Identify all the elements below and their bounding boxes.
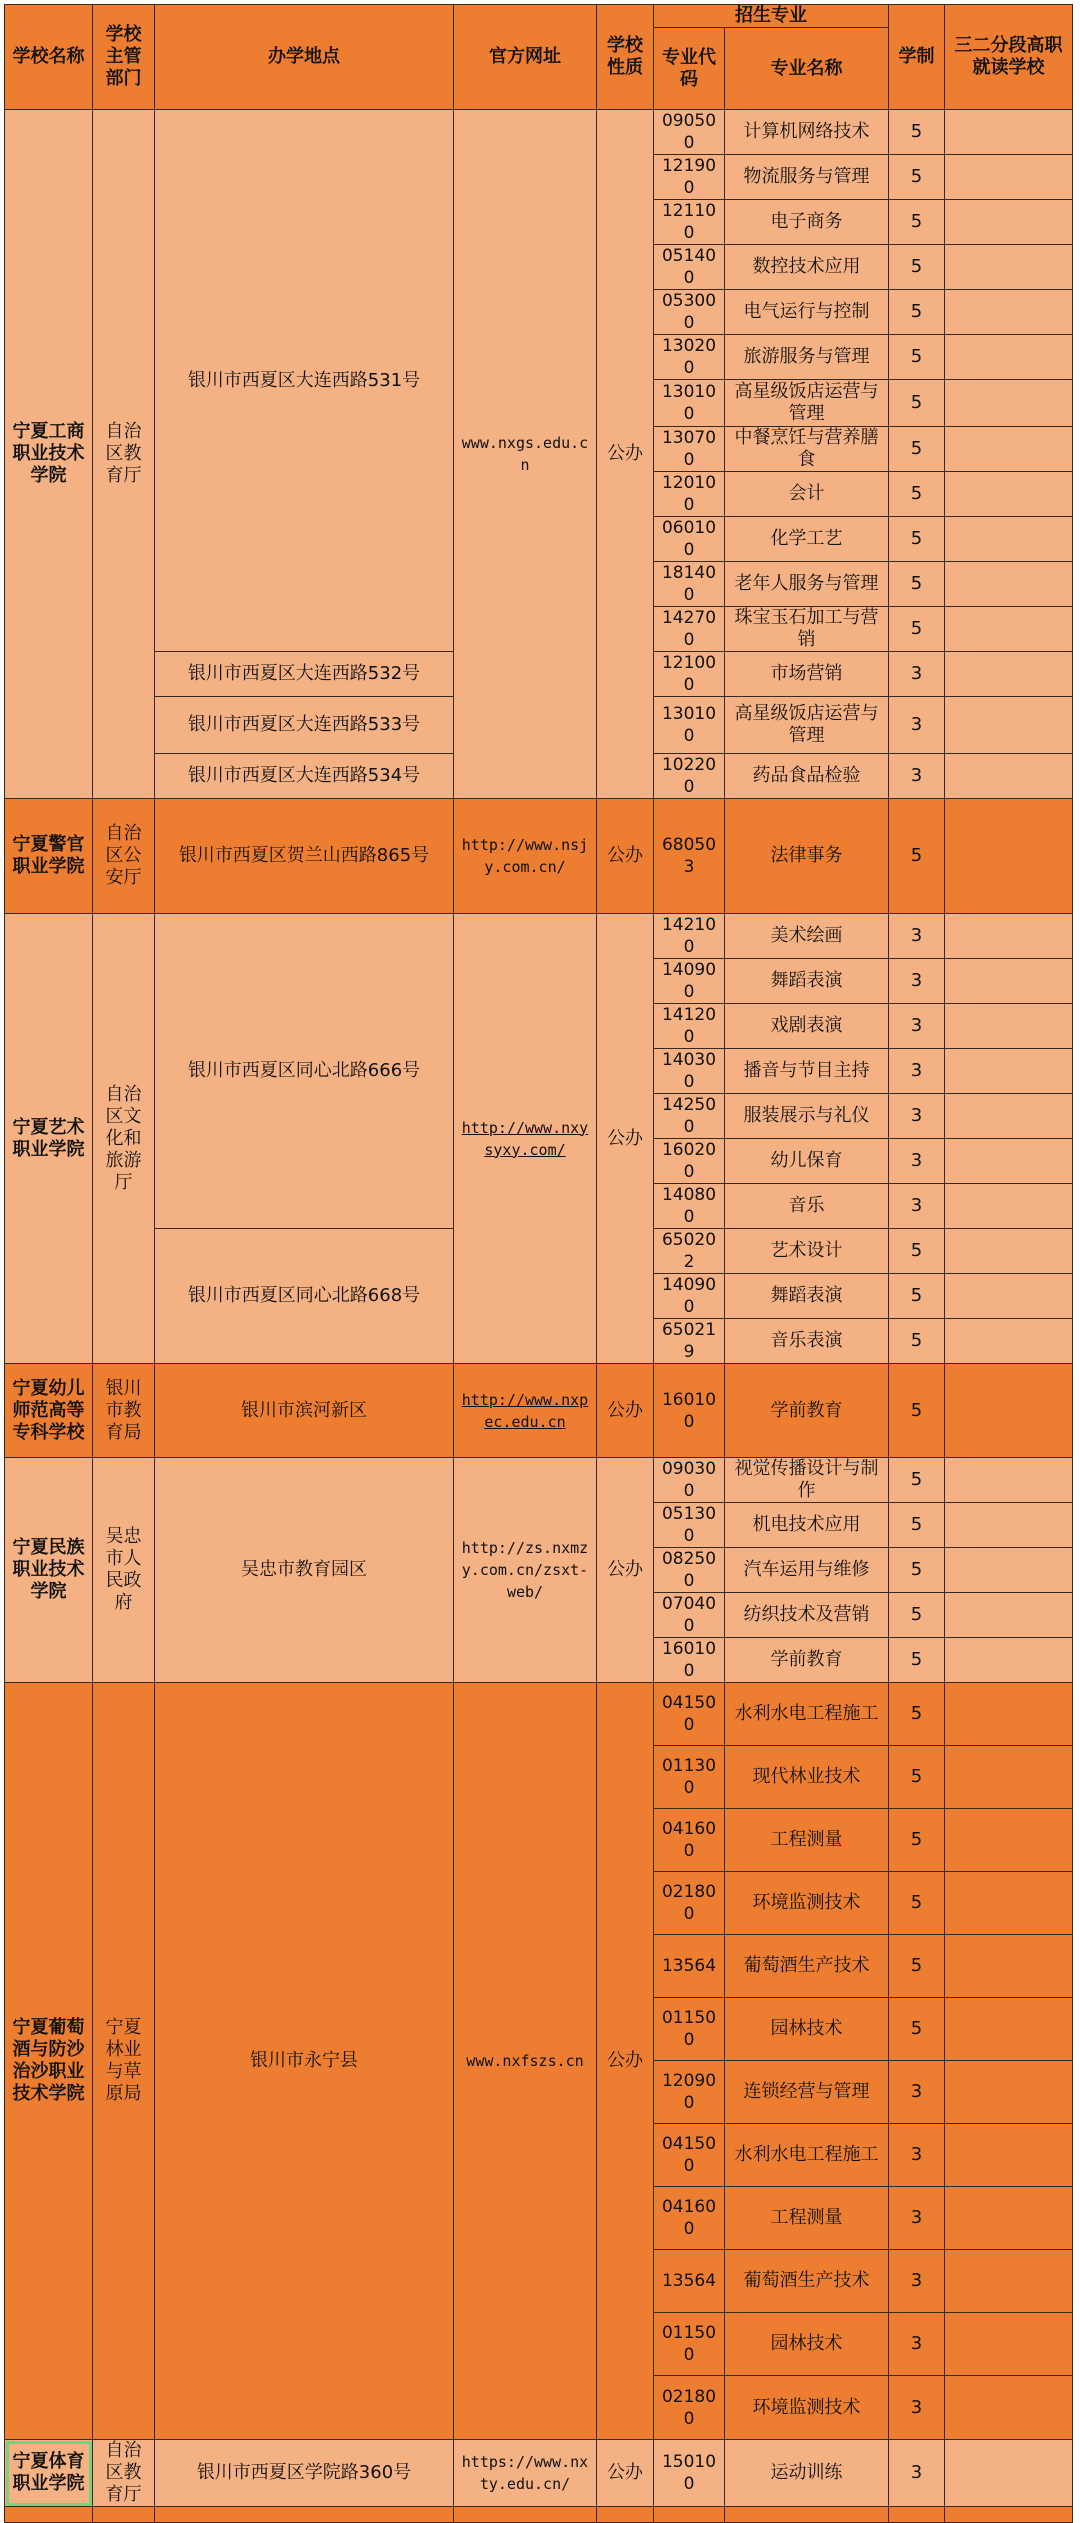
major-name-cell[interactable]: 戏剧表演 [725, 1004, 889, 1049]
vocational-cell[interactable] [945, 2124, 1073, 2187]
major-code-cell[interactable]: 140800 [654, 1184, 725, 1229]
major-code-cell[interactable]: 082500 [654, 1548, 725, 1593]
cell[interactable] [155, 2507, 454, 2523]
major-code-cell[interactable]: 011500 [654, 1998, 725, 2061]
vocational-cell[interactable] [945, 1049, 1073, 1094]
major-code-cell[interactable]: 130700 [654, 427, 725, 472]
major-code-cell[interactable]: 053000 [654, 290, 725, 335]
duration-cell[interactable]: 5 [889, 335, 945, 380]
major-code-cell[interactable]: 140300 [654, 1049, 725, 1094]
major-name-cell[interactable]: 高星级饭店运营与管理 [725, 380, 889, 427]
school-name-cell[interactable]: 宁夏工商职业技术学院 [5, 110, 93, 799]
vocational-cell[interactable] [945, 1638, 1073, 1683]
major-code-cell[interactable]: 680503 [654, 799, 725, 914]
vocational-cell[interactable] [945, 245, 1073, 290]
header-vocational[interactable]: 三二分段高职就读学校 [945, 5, 1073, 110]
vocational-cell[interactable] [945, 1593, 1073, 1638]
duration-cell[interactable]: 3 [889, 1184, 945, 1229]
header-nature[interactable]: 学校性质 [597, 5, 654, 110]
cell[interactable] [5, 2507, 93, 2523]
major-name-cell[interactable]: 工程测量 [725, 2187, 889, 2250]
major-code-cell[interactable]: 140900 [654, 959, 725, 1004]
duration-cell[interactable]: 3 [889, 2124, 945, 2187]
website-cell[interactable]: www.nxgs.edu.cn [454, 110, 597, 799]
duration-cell[interactable]: 5 [889, 1593, 945, 1638]
duration-cell[interactable]: 5 [889, 1229, 945, 1274]
major-name-cell[interactable]: 物流服务与管理 [725, 155, 889, 200]
duration-cell[interactable]: 3 [889, 697, 945, 754]
major-name-cell[interactable]: 环境监测技术 [725, 2376, 889, 2440]
vocational-cell[interactable] [945, 1746, 1073, 1809]
major-name-cell[interactable]: 电子商务 [725, 200, 889, 245]
duration-cell[interactable]: 5 [889, 155, 945, 200]
major-name-cell[interactable]: 数控技术应用 [725, 245, 889, 290]
school-name-cell[interactable]: 宁夏艺术职业学院 [5, 914, 93, 1364]
major-name-cell[interactable]: 幼儿保育 [725, 1139, 889, 1184]
major-name-cell[interactable]: 园林技术 [725, 2313, 889, 2376]
department-cell[interactable]: 自治区文化和旅游厅 [93, 914, 155, 1364]
cell[interactable] [889, 2507, 945, 2523]
duration-cell[interactable]: 5 [889, 799, 945, 914]
major-name-cell[interactable]: 舞蹈表演 [725, 1274, 889, 1319]
major-code-cell[interactable]: 120900 [654, 2061, 725, 2124]
major-name-cell[interactable]: 水利水电工程施工 [725, 1683, 889, 1746]
department-cell[interactable]: 银川市教育局 [93, 1364, 155, 1458]
major-name-cell[interactable]: 运动训练 [725, 2440, 889, 2507]
major-code-cell[interactable]: 130200 [654, 335, 725, 380]
cell[interactable] [725, 2507, 889, 2523]
duration-cell[interactable]: 5 [889, 1935, 945, 1998]
major-code-cell[interactable]: 090500 [654, 110, 725, 155]
major-code-cell[interactable]: 141200 [654, 1004, 725, 1049]
nature-cell[interactable]: 公办 [597, 1458, 654, 1683]
major-name-cell[interactable]: 美术绘画 [725, 914, 889, 959]
duration-cell[interactable]: 5 [889, 562, 945, 607]
vocational-cell[interactable] [945, 607, 1073, 652]
duration-cell[interactable]: 5 [889, 290, 945, 335]
major-code-cell[interactable]: 160100 [654, 1638, 725, 1683]
header-enroll[interactable]: 招生专业 [654, 5, 889, 28]
major-name-cell[interactable]: 学前教育 [725, 1638, 889, 1683]
duration-cell[interactable]: 3 [889, 2313, 945, 2376]
major-code-cell[interactable]: 142700 [654, 607, 725, 652]
major-name-cell[interactable]: 工程测量 [725, 1809, 889, 1872]
major-name-cell[interactable]: 连锁经营与管理 [725, 2061, 889, 2124]
duration-cell[interactable]: 5 [889, 1638, 945, 1683]
major-name-cell[interactable]: 园林技术 [725, 1998, 889, 2061]
major-code-cell[interactable]: 130100 [654, 697, 725, 754]
major-name-cell[interactable]: 机电技术应用 [725, 1503, 889, 1548]
duration-cell[interactable]: 5 [889, 517, 945, 562]
duration-cell[interactable]: 5 [889, 472, 945, 517]
major-name-cell[interactable]: 旅游服务与管理 [725, 335, 889, 380]
major-code-cell[interactable]: 051400 [654, 245, 725, 290]
vocational-cell[interactable] [945, 1503, 1073, 1548]
vocational-cell[interactable] [945, 517, 1073, 562]
major-code-cell[interactable]: 181400 [654, 562, 725, 607]
duration-cell[interactable]: 5 [889, 1364, 945, 1458]
vocational-cell[interactable] [945, 697, 1073, 754]
major-code-cell[interactable]: 130100 [654, 380, 725, 427]
location-cell[interactable]: 银川市西夏区大连西路533号 [155, 697, 454, 754]
duration-cell[interactable]: 5 [889, 1274, 945, 1319]
vocational-cell[interactable] [945, 1139, 1073, 1184]
website-cell[interactable]: https://www.nxty.edu.cn/ [454, 2440, 597, 2507]
major-name-cell[interactable]: 会计 [725, 472, 889, 517]
major-code-cell[interactable]: 650219 [654, 1319, 725, 1364]
location-cell[interactable]: 银川市西夏区同心北路668号 [155, 1229, 454, 1364]
vocational-cell[interactable] [945, 200, 1073, 245]
duration-cell[interactable]: 3 [889, 1004, 945, 1049]
vocational-cell[interactable] [945, 1458, 1073, 1503]
vocational-cell[interactable] [945, 652, 1073, 697]
vocational-cell[interactable] [945, 335, 1073, 380]
major-code-cell[interactable]: 121100 [654, 200, 725, 245]
vocational-cell[interactable] [945, 1094, 1073, 1139]
header-school-name[interactable]: 学校名称 [5, 5, 93, 110]
website-link[interactable]: http://www.nxpec.edu.cn [454, 1364, 597, 1458]
location-cell[interactable]: 银川市永宁县 [155, 1683, 454, 2440]
major-code-cell[interactable]: 011300 [654, 1746, 725, 1809]
major-name-cell[interactable]: 学前教育 [725, 1364, 889, 1458]
vocational-cell[interactable] [945, 2061, 1073, 2124]
location-cell[interactable]: 银川市滨河新区 [155, 1364, 454, 1458]
vocational-cell[interactable] [945, 1935, 1073, 1998]
duration-cell[interactable]: 3 [889, 959, 945, 1004]
duration-cell[interactable]: 5 [889, 1503, 945, 1548]
duration-cell[interactable]: 3 [889, 1139, 945, 1184]
vocational-cell[interactable] [945, 110, 1073, 155]
major-name-cell[interactable]: 水利水电工程施工 [725, 2124, 889, 2187]
duration-cell[interactable]: 3 [889, 2187, 945, 2250]
nature-cell[interactable]: 公办 [597, 1683, 654, 2440]
major-code-cell[interactable]: 121000 [654, 652, 725, 697]
nature-cell[interactable]: 公办 [597, 914, 654, 1364]
location-cell[interactable]: 银川市西夏区大连西路531号 [155, 110, 454, 652]
major-name-cell[interactable]: 药品食品检验 [725, 754, 889, 799]
department-cell[interactable]: 自治区教育厅 [93, 2440, 155, 2507]
major-name-cell[interactable]: 纺织技术及营销 [725, 1593, 889, 1638]
duration-cell[interactable]: 3 [889, 2250, 945, 2313]
duration-cell[interactable]: 5 [889, 1683, 945, 1746]
major-name-cell[interactable]: 播音与节目主持 [725, 1049, 889, 1094]
cell[interactable] [654, 2507, 725, 2523]
vocational-cell[interactable] [945, 1229, 1073, 1274]
department-cell[interactable]: 自治区教育厅 [93, 110, 155, 799]
major-name-cell[interactable]: 老年人服务与管理 [725, 562, 889, 607]
cell[interactable] [945, 2507, 1073, 2523]
enrollment-table [4, 4, 1073, 2523]
duration-cell[interactable]: 5 [889, 380, 945, 427]
major-name-cell[interactable]: 高星级饭店运营与管理 [725, 697, 889, 754]
duration-cell[interactable]: 3 [889, 754, 945, 799]
major-code-cell[interactable]: 041600 [654, 1809, 725, 1872]
location-cell[interactable]: 银川市西夏区同心北路666号 [155, 914, 454, 1229]
vocational-cell[interactable] [945, 914, 1073, 959]
major-name-cell[interactable]: 葡萄酒生产技术 [725, 1935, 889, 1998]
major-code-cell[interactable]: 150100 [654, 2440, 725, 2507]
major-code-cell[interactable]: 051300 [654, 1503, 725, 1548]
department-cell[interactable]: 吴忠市人民政府 [93, 1458, 155, 1683]
vocational-cell[interactable] [945, 562, 1073, 607]
nature-cell[interactable]: 公办 [597, 1364, 654, 1458]
vocational-cell[interactable] [945, 427, 1073, 472]
header-department[interactable]: 学校主管部门 [93, 5, 155, 110]
cell[interactable] [597, 2507, 654, 2523]
major-name-cell[interactable]: 珠宝玉石加工与营销 [725, 607, 889, 652]
cell[interactable] [454, 2507, 597, 2523]
vocational-cell[interactable] [945, 290, 1073, 335]
website-cell[interactable]: www.nxfszs.cn [454, 1683, 597, 2440]
vocational-cell[interactable] [945, 1274, 1073, 1319]
major-name-cell[interactable]: 葡萄酒生产技术 [725, 2250, 889, 2313]
major-name-cell[interactable]: 法律事务 [725, 799, 889, 914]
duration-cell[interactable]: 5 [889, 1548, 945, 1593]
header-location[interactable]: 办学地点 [155, 5, 454, 110]
location-cell[interactable]: 吴忠市教育园区 [155, 1458, 454, 1683]
school-name-cell[interactable]: 宁夏葡萄酒与防沙治沙职业技术学院 [5, 1683, 93, 2440]
vocational-cell[interactable] [945, 1319, 1073, 1364]
header-major-name[interactable]: 专业名称 [725, 28, 889, 110]
school-name-cell[interactable]: 宁夏体育职业学院 [5, 2440, 93, 2507]
duration-cell[interactable]: 5 [889, 1746, 945, 1809]
vocational-cell[interactable] [945, 1004, 1073, 1049]
location-cell[interactable]: 银川市西夏区大连西路534号 [155, 754, 454, 799]
duration-cell[interactable]: 5 [889, 110, 945, 155]
duration-cell[interactable]: 3 [889, 2061, 945, 2124]
major-name-cell[interactable]: 中餐烹饪与营养膳食 [725, 427, 889, 472]
vocational-cell[interactable] [945, 1364, 1073, 1458]
school-name-cell[interactable]: 宁夏民族职业技术学院 [5, 1458, 93, 1683]
major-code-cell[interactable]: 160200 [654, 1139, 725, 1184]
department-cell[interactable]: 宁夏林业与草原局 [93, 1683, 155, 2440]
header-website[interactable]: 官方网址 [454, 5, 597, 110]
vocational-cell[interactable] [945, 380, 1073, 427]
major-name-cell[interactable]: 音乐 [725, 1184, 889, 1229]
major-name-cell[interactable]: 舞蹈表演 [725, 959, 889, 1004]
duration-cell[interactable]: 5 [889, 245, 945, 290]
duration-cell[interactable]: 3 [889, 1094, 945, 1139]
duration-cell[interactable]: 3 [889, 2440, 945, 2507]
vocational-cell[interactable] [945, 2187, 1073, 2250]
major-code-cell[interactable]: 021800 [654, 2376, 725, 2440]
duration-cell[interactable]: 3 [889, 1049, 945, 1094]
vocational-cell[interactable] [945, 2376, 1073, 2440]
vocational-cell[interactable] [945, 799, 1073, 914]
major-name-cell[interactable]: 视觉传播设计与制作 [725, 1458, 889, 1503]
vocational-cell[interactable] [945, 1998, 1073, 2061]
location-cell[interactable]: 银川市西夏区学院路360号 [155, 2440, 454, 2507]
major-name-cell[interactable]: 环境监测技术 [725, 1872, 889, 1935]
duration-cell[interactable]: 5 [889, 200, 945, 245]
website-cell[interactable]: http://zs.nxmzy.com.cn/zsxt-web/ [454, 1458, 597, 1683]
website-link[interactable]: http://www.nxysyxy.com/ [454, 914, 597, 1364]
major-code-cell[interactable]: 011500 [654, 2313, 725, 2376]
location-cell[interactable]: 银川市西夏区大连西路532号 [155, 652, 454, 697]
vocational-cell[interactable] [945, 155, 1073, 200]
duration-cell[interactable]: 5 [889, 1458, 945, 1503]
major-code-cell[interactable]: 142100 [654, 914, 725, 959]
major-name-cell[interactable]: 电气运行与控制 [725, 290, 889, 335]
duration-cell[interactable]: 3 [889, 652, 945, 697]
major-name-cell[interactable]: 汽车运用与维修 [725, 1548, 889, 1593]
header-major-code[interactable]: 专业代码 [654, 28, 725, 110]
department-cell[interactable]: 自治区公安厅 [93, 799, 155, 914]
duration-cell[interactable]: 3 [889, 914, 945, 959]
major-code-cell[interactable]: 13564 [654, 2250, 725, 2313]
major-code-cell[interactable]: 650202 [654, 1229, 725, 1274]
vocational-cell[interactable] [945, 1809, 1073, 1872]
cell[interactable] [93, 2507, 155, 2523]
duration-cell[interactable]: 5 [889, 1998, 945, 2061]
major-code-cell[interactable]: 021800 [654, 1872, 725, 1935]
major-code-cell[interactable]: 120100 [654, 472, 725, 517]
major-code-cell[interactable]: 060100 [654, 517, 725, 562]
nature-cell[interactable]: 公办 [597, 2440, 654, 2507]
major-code-cell[interactable]: 041500 [654, 2124, 725, 2187]
vocational-cell[interactable] [945, 1548, 1073, 1593]
duration-cell[interactable]: 5 [889, 607, 945, 652]
major-code-cell[interactable]: 041500 [654, 1683, 725, 1746]
duration-cell[interactable]: 5 [889, 1809, 945, 1872]
duration-cell[interactable]: 5 [889, 1872, 945, 1935]
vocational-cell[interactable] [945, 959, 1073, 1004]
major-name-cell[interactable]: 现代林业技术 [725, 1746, 889, 1809]
major-name-cell[interactable]: 市场营销 [725, 652, 889, 697]
school-name-cell[interactable]: 宁夏幼儿师范高等专科学校 [5, 1364, 93, 1458]
major-name-cell[interactable]: 化学工艺 [725, 517, 889, 562]
duration-cell[interactable]: 5 [889, 427, 945, 472]
vocational-cell[interactable] [945, 2250, 1073, 2313]
duration-cell[interactable]: 5 [889, 1319, 945, 1364]
vocational-cell[interactable] [945, 1184, 1073, 1229]
major-code-cell[interactable]: 121900 [654, 155, 725, 200]
major-name-cell[interactable]: 艺术设计 [725, 1229, 889, 1274]
vocational-cell[interactable] [945, 1683, 1073, 1746]
major-code-cell[interactable]: 041600 [654, 2187, 725, 2250]
major-name-cell[interactable]: 服装展示与礼仪 [725, 1094, 889, 1139]
major-code-cell[interactable]: 160100 [654, 1364, 725, 1458]
major-code-cell[interactable]: 142500 [654, 1094, 725, 1139]
website-cell[interactable]: http://www.nsjy.com.cn/ [454, 799, 597, 914]
duration-cell[interactable]: 3 [889, 2376, 945, 2440]
nature-cell[interactable]: 公办 [597, 110, 654, 799]
header-duration[interactable]: 学制 [889, 5, 945, 110]
major-code-cell[interactable]: 102200 [654, 754, 725, 799]
vocational-cell[interactable] [945, 2313, 1073, 2376]
major-name-cell[interactable]: 计算机网络技术 [725, 110, 889, 155]
location-cell[interactable]: 银川市西夏区贺兰山西路865号 [155, 799, 454, 914]
vocational-cell[interactable] [945, 2440, 1073, 2507]
vocational-cell[interactable] [945, 472, 1073, 517]
school-name-cell[interactable]: 宁夏警官职业学院 [5, 799, 93, 914]
major-code-cell[interactable]: 070400 [654, 1593, 725, 1638]
major-code-cell[interactable]: 090300 [654, 1458, 725, 1503]
vocational-cell[interactable] [945, 754, 1073, 799]
major-code-cell[interactable]: 140900 [654, 1274, 725, 1319]
major-name-cell[interactable]: 音乐表演 [725, 1319, 889, 1364]
vocational-cell[interactable] [945, 1872, 1073, 1935]
nature-cell[interactable]: 公办 [597, 799, 654, 914]
major-code-cell[interactable]: 13564 [654, 1935, 725, 1998]
